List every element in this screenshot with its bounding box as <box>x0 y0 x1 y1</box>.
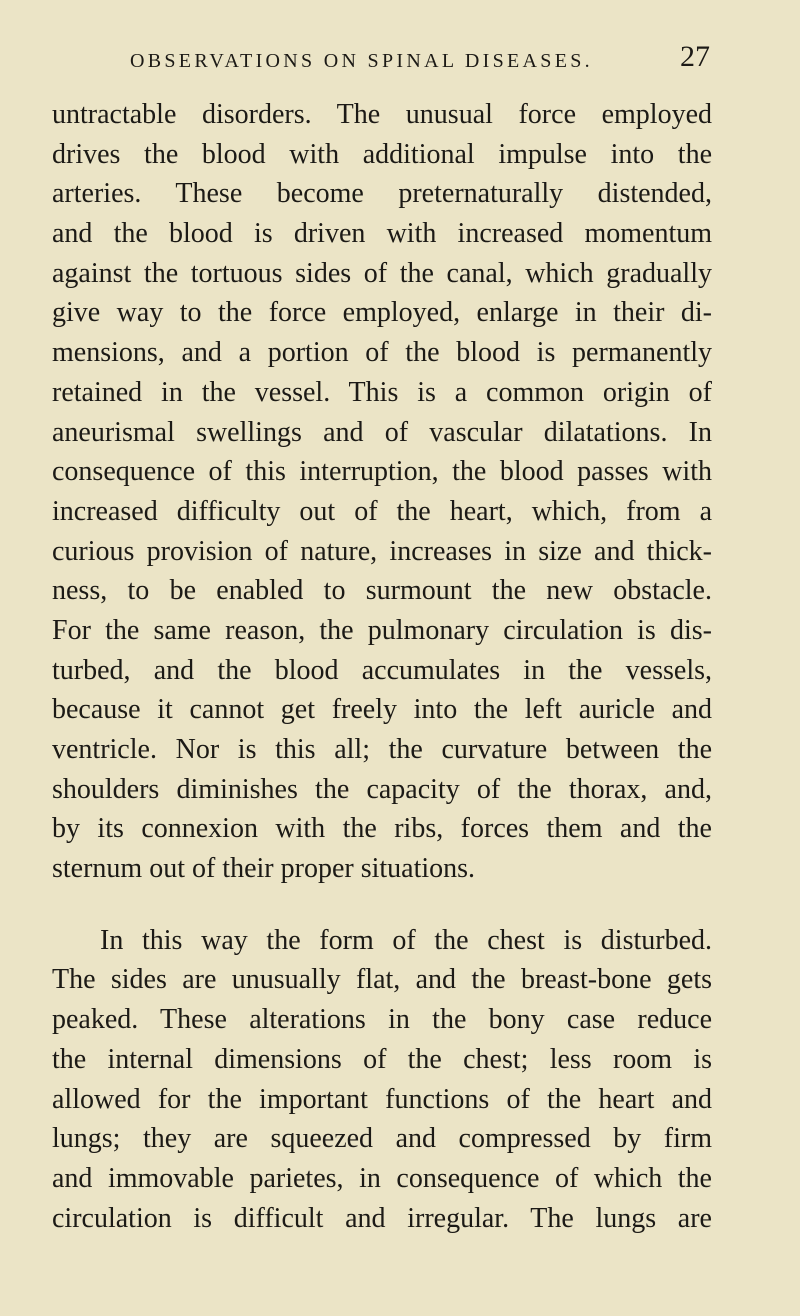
text-line: untractable disorders. The unusual force employed <box>52 99 712 130</box>
text-line: arteries. These become preternaturally distended, <box>52 178 712 210</box>
text-line: against the tortuous sides of the canal, which gradually <box>52 257 712 289</box>
paragraph-gap <box>52 889 712 921</box>
text-line: lungs; they are squeezed and compressed by firm <box>52 1123 712 1155</box>
paragraph-2 <box>52 921 712 1239</box>
text-line: give way to the force employed, enlarge in their di- <box>52 297 712 329</box>
text-line: turbed, and the blood accumulates in the vessels, <box>52 654 712 686</box>
text-line: drives the blood with additional impulse into the <box>52 138 712 170</box>
text-line: circulation is difficult and irregular. The lungs are <box>52 1202 712 1234</box>
text-line: by its connexion with the ribs, forces them and the <box>52 813 712 845</box>
text-line: and immovable parietes, in consequence of which the <box>52 1162 712 1194</box>
text-line: The sides are unusually flat, and the breast-bone gets <box>52 964 712 996</box>
text-line: shoulders diminishes the capacity of the thorax, and, <box>52 773 712 805</box>
text-line: ventricle. Nor is this all; the curvature between the <box>52 734 712 765</box>
text-line: peaked. These alterations in the bony case reduce <box>52 1004 712 1036</box>
running-title: OBSERVATIONS ON SPINAL DISEASES. <box>130 50 593 72</box>
running-head <box>60 40 710 80</box>
text-line: increased difficulty out of the heart, which, from a <box>52 495 712 527</box>
text-line: consequence of this interruption, the blood passes with <box>52 456 712 488</box>
text-line: In this way the form of the chest is disturbed. <box>100 924 712 956</box>
text-line: curious provision of nature, increases in size and thick- <box>52 535 712 567</box>
text-line: and the blood is driven with increased momentum <box>52 218 712 250</box>
text-line: mensions, and a portion of the blood is permanently <box>52 337 712 369</box>
text-line: For the same reason, the pulmonary circulation is dis- <box>52 614 712 646</box>
body-text <box>52 95 712 1238</box>
page-number: 27 <box>680 40 710 73</box>
text-line: allowed for the important functions of the heart and <box>52 1083 712 1115</box>
text-line: aneurismal swellings and of vascular dilatations. In <box>52 416 712 448</box>
paragraph-1 <box>52 95 712 889</box>
text-line: retained in the vessel. This is a common origin of <box>52 376 712 408</box>
text-line: because it cannot get freely into the left auricle and <box>52 694 712 726</box>
text-line: the internal dimensions of the chest; less room is <box>52 1043 712 1075</box>
text-line: ness, to be enabled to surmount the new obstacle. <box>52 575 712 607</box>
text-line: sternum out of their proper situations. <box>52 853 476 885</box>
